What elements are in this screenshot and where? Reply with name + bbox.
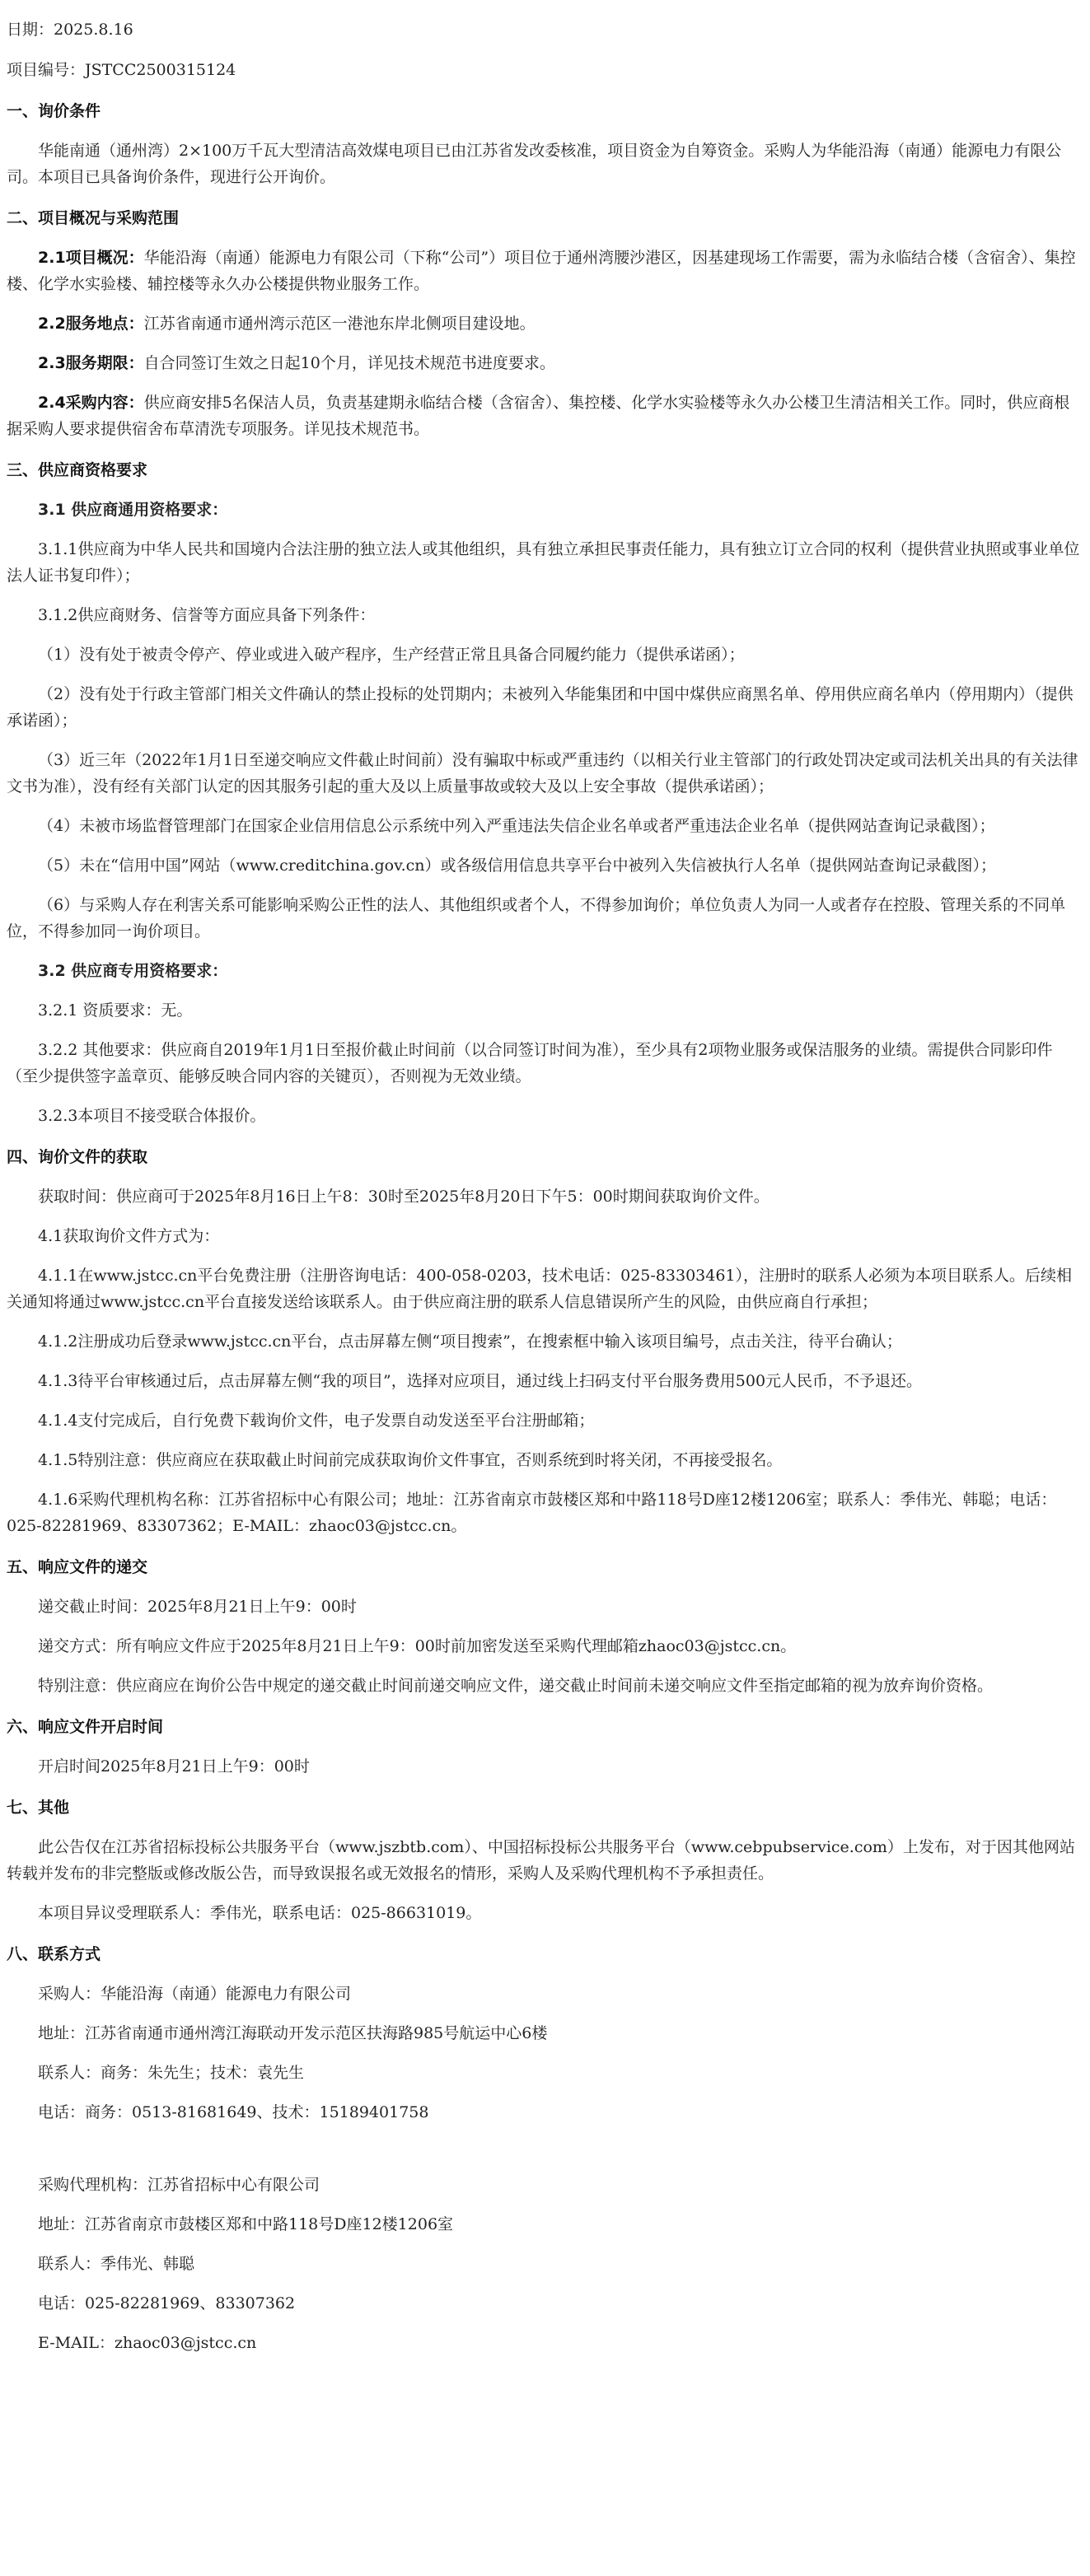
agent-name: 采购代理机构：江苏省招标中心有限公司	[38, 2176, 320, 2194]
special-qualification-heading: 3.2 供应商专用资格要求：	[38, 962, 228, 980]
agent-email: E-MAIL：zhaoc03@jstcc.cn	[38, 2334, 257, 2352]
condition-5: （5）未在“信用中国”网站（www.creditchina.gov.cn）或各级信用信息共享平台中被列入失信被执行人名单（提供网站查询记录截图）；	[38, 856, 996, 875]
item-3-2-1: 3.2.1 资质要求：无。	[38, 1001, 193, 1020]
buyer-phone: 电话：商务：0513-81681649、技术：15189401758	[38, 2103, 429, 2121]
opening-time: 开启时间2025年8月21日上午9：00时	[38, 1757, 310, 1776]
submission-deadline: 递交截止时间：2025年8月21日上午9：00时	[38, 1598, 357, 1616]
item-2-1-text: 华能沿海（南通）能源电力有限公司（下称“公司”）项目位于通州湾腰沙港区，因基建现场工作需要，需为永临结合楼（含宿舍）、集控楼、化学水实验楼、辅控楼等永久办公楼提供物业服务工作。	[7, 249, 1076, 293]
item-4-1: 4.1获取询价文件方式为：	[38, 1227, 220, 1245]
submission-note: 特别注意：供应商应在询价公告中规定的递交截止时间前递交响应文件，递交截止时间前未递交响应文件至指定邮箱的视为放弃询价资格。	[38, 1677, 994, 1695]
publication-note: 此公告仅在江苏省招标投标公共服务平台（www.jszbtb.com）、中国招标投标公共服务平台（www.cebpubservice.com）上发布，对于因其他网站转载并发布的非完整版或修改版公告，而导致误报名或无效报名的情形，采购人及采购代理机构不予承担责任。	[7, 1838, 1075, 1883]
project-number: 项目编号：JSTCC2500315124	[7, 61, 236, 79]
item-2-2	[7, 310, 1083, 337]
item-2-2-label: 2.2服务地点：	[38, 315, 144, 333]
date-line: 日期：2025.8.16	[7, 21, 133, 39]
item-3-2-2: 3.2.2 其他要求：供应商自2019年1月1日至报价截止时间前（以合同签订时间为准），至少具有2项物业服务或保洁服务的业绩。需提供合同影印件（至少提供签字盖章页、能够反映合同内容的关键页），否则视为无效业绩。	[7, 1041, 1053, 1085]
item-2-3-label: 2.3服务期限：	[38, 354, 144, 372]
buyer-name: 采购人：华能沿海（南通）能源电力有限公司	[38, 1985, 352, 2003]
submission-method: 递交方式：所有响应文件应于2025年8月21日上午9：00时前加密发送至采购代理邮箱zhaoc03@jstcc.cn。	[38, 1637, 797, 1655]
section-1-heading: 一、询价条件	[7, 102, 101, 120]
item-2-4-label: 2.4采购内容：	[38, 394, 144, 412]
section-7-heading: 七、其他	[7, 1799, 70, 1817]
condition-3: （3）近三年（2022年1月1日至递交响应文件截止时间前）没有骗取中标或严重违约（以相关行业主管部门的行政处罚决定或司法机关出具的有关法律文书为准），没有经有关部门认定的因其服务引起的重大及以上质量事故或较大及以上安全事故（提供承诺函）；	[7, 751, 1078, 796]
item-3-2-3: 3.2.3本项目不接受联合体报价。	[38, 1107, 266, 1125]
item-4-1-5: 4.1.5特别注意：供应商应在获取截止时间前完成获取询价文件事宜，否则系统到时将关闭，不再接受报名。	[38, 1451, 783, 1469]
condition-1: （1）没有处于被责令停产、停业或进入破产程序，生产经营正常且具备合同履约能力（提供承诺函）；	[38, 646, 745, 664]
section-2-heading: 二、项目概况与采购范围	[7, 209, 180, 227]
item-4-1-1: 4.1.1在www.jstcc.cn平台免费注册（注册咨询电话：400-058-0203，技术电话：025-83303461），注册时的联系人必须为本项目联系人。后续相关通知将通过www.jstcc.cn平台直接发送给该联系人。由于供应商注册的联系人信息错误所产生的风险，由供应商自行承担；	[7, 1267, 1073, 1311]
item-2-3-text: 自合同签订生效之日起10个月，详见技术规范书进度要求。	[143, 354, 555, 372]
section-4-heading: 四、询价文件的获取	[7, 1148, 148, 1166]
agent-phone: 电话：025-82281969、83307362	[38, 2294, 296, 2312]
condition-4: （4）未被市场监督管理部门在国家企业信用信息公示系统中列入严重违法失信企业名单或者严重违法企业名单（提供网站查询记录截图）；	[38, 817, 995, 835]
agent-address: 地址：江苏省南京市鼓楼区郑和中路118号D座12楼1206室	[38, 2215, 454, 2233]
item-2-2-text: 江苏省南通市通州湾示范区一港池东岸北侧项目建设地。	[143, 315, 536, 333]
item-2-4	[7, 390, 1083, 442]
section-3-heading: 三、供应商资格要求	[7, 461, 148, 479]
item-2-1	[7, 245, 1083, 297]
buyer-contact: 联系人：商务：朱先生；技术：袁先生	[38, 2064, 305, 2082]
item-2-3	[7, 350, 1083, 376]
item-4-1-2: 4.1.2注册成功后登录www.jstcc.cn平台，点击屏幕左侧“项目搜索”，在搜索框中输入该项目编号，点击关注，待平台确认；	[38, 1332, 902, 1351]
item-3-1-1: 3.1.1供应商为中华人民共和国境内合法注册的独立法人或其他组织，具有独立承担民事责任能力，具有独立订立合同的权利（提供营业执照或事业单位法人证书复印件）；	[7, 540, 1080, 585]
objection-contact: 本项目异议受理联系人：季伟光，联系电话：025-86631019。	[38, 1904, 482, 1922]
buyer-address: 地址：江苏省南通市通州湾江海联动开发示范区扶海路985号航运中心6楼	[38, 2024, 548, 2042]
item-2-1-label: 2.1项目概况：	[38, 249, 144, 267]
section-8-heading: 八、联系方式	[7, 1945, 101, 1963]
condition-6: （6）与采购人存在利害关系可能影响采购公正性的法人、其他组织或者个人，不得参加询价；单位负责人为同一人或者存在控股、管理关系的不同单位，不得参加同一询价项目。	[7, 896, 1066, 940]
section-5-heading: 五、响应文件的递交	[7, 1558, 148, 1576]
obtain-time: 获取时间：供应商可于2025年8月16日上午8：30时至2025年8月20日下午5：00时期间获取询价文件。	[38, 1188, 770, 1206]
agent-contact: 联系人：季伟光、韩聪	[38, 2255, 195, 2273]
item-4-1-3: 4.1.3待平台审核通过后，点击屏幕左侧“我的项目”，选择对应项目，通过线上扫码支付平台服务费用500元人民币，不予退还。	[38, 1372, 923, 1390]
spacer	[7, 2139, 1083, 2172]
condition-2: （2）没有处于行政主管部门相关文件确认的禁止投标的处罚期内；未被列入华能集团和中国中煤供应商黑名单、停用供应商名单内（停用期内）（提供承诺函）；	[7, 685, 1074, 730]
item-2-4-text: 供应商安排5名保洁人员，负责基建期永临结合楼（含宿舍）、集控楼、化学水实验楼等永久办公楼卫生清洁相关工作。同时，供应商根据采购人要求提供宿舍布草清洗专项服务。详见技术规范书。	[7, 394, 1070, 438]
general-qualification-heading: 3.1 供应商通用资格要求：	[38, 501, 228, 519]
item-4-1-6: 4.1.6采购代理机构名称：江苏省招标中心有限公司；地址：江苏省南京市鼓楼区郑和中路118号D座12楼1206室；联系人：季伟光、韩聪；电话：025-82281969、83307362；E-MAIL：zhaoc03@jstcc.cn。	[7, 1491, 1057, 1535]
section-6-heading: 六、响应文件开启时间	[7, 1718, 164, 1736]
item-4-1-4: 4.1.4支付完成后，自行免费下载询价文件，电子发票自动发送至平台注册邮箱；	[38, 1412, 595, 1430]
item-3-1-2: 3.1.2供应商财务、信誉等方面应具备下列条件：	[38, 606, 376, 624]
section-1-text: 华能南通（通州湾）2×100万千瓦大型清洁高效煤电项目已由江苏省发改委核准，项目资金为自筹资金。采购人为华能沿海（南通）能源电力有限公司。本项目已具备询价条件，现进行公开询价。	[7, 142, 1062, 186]
